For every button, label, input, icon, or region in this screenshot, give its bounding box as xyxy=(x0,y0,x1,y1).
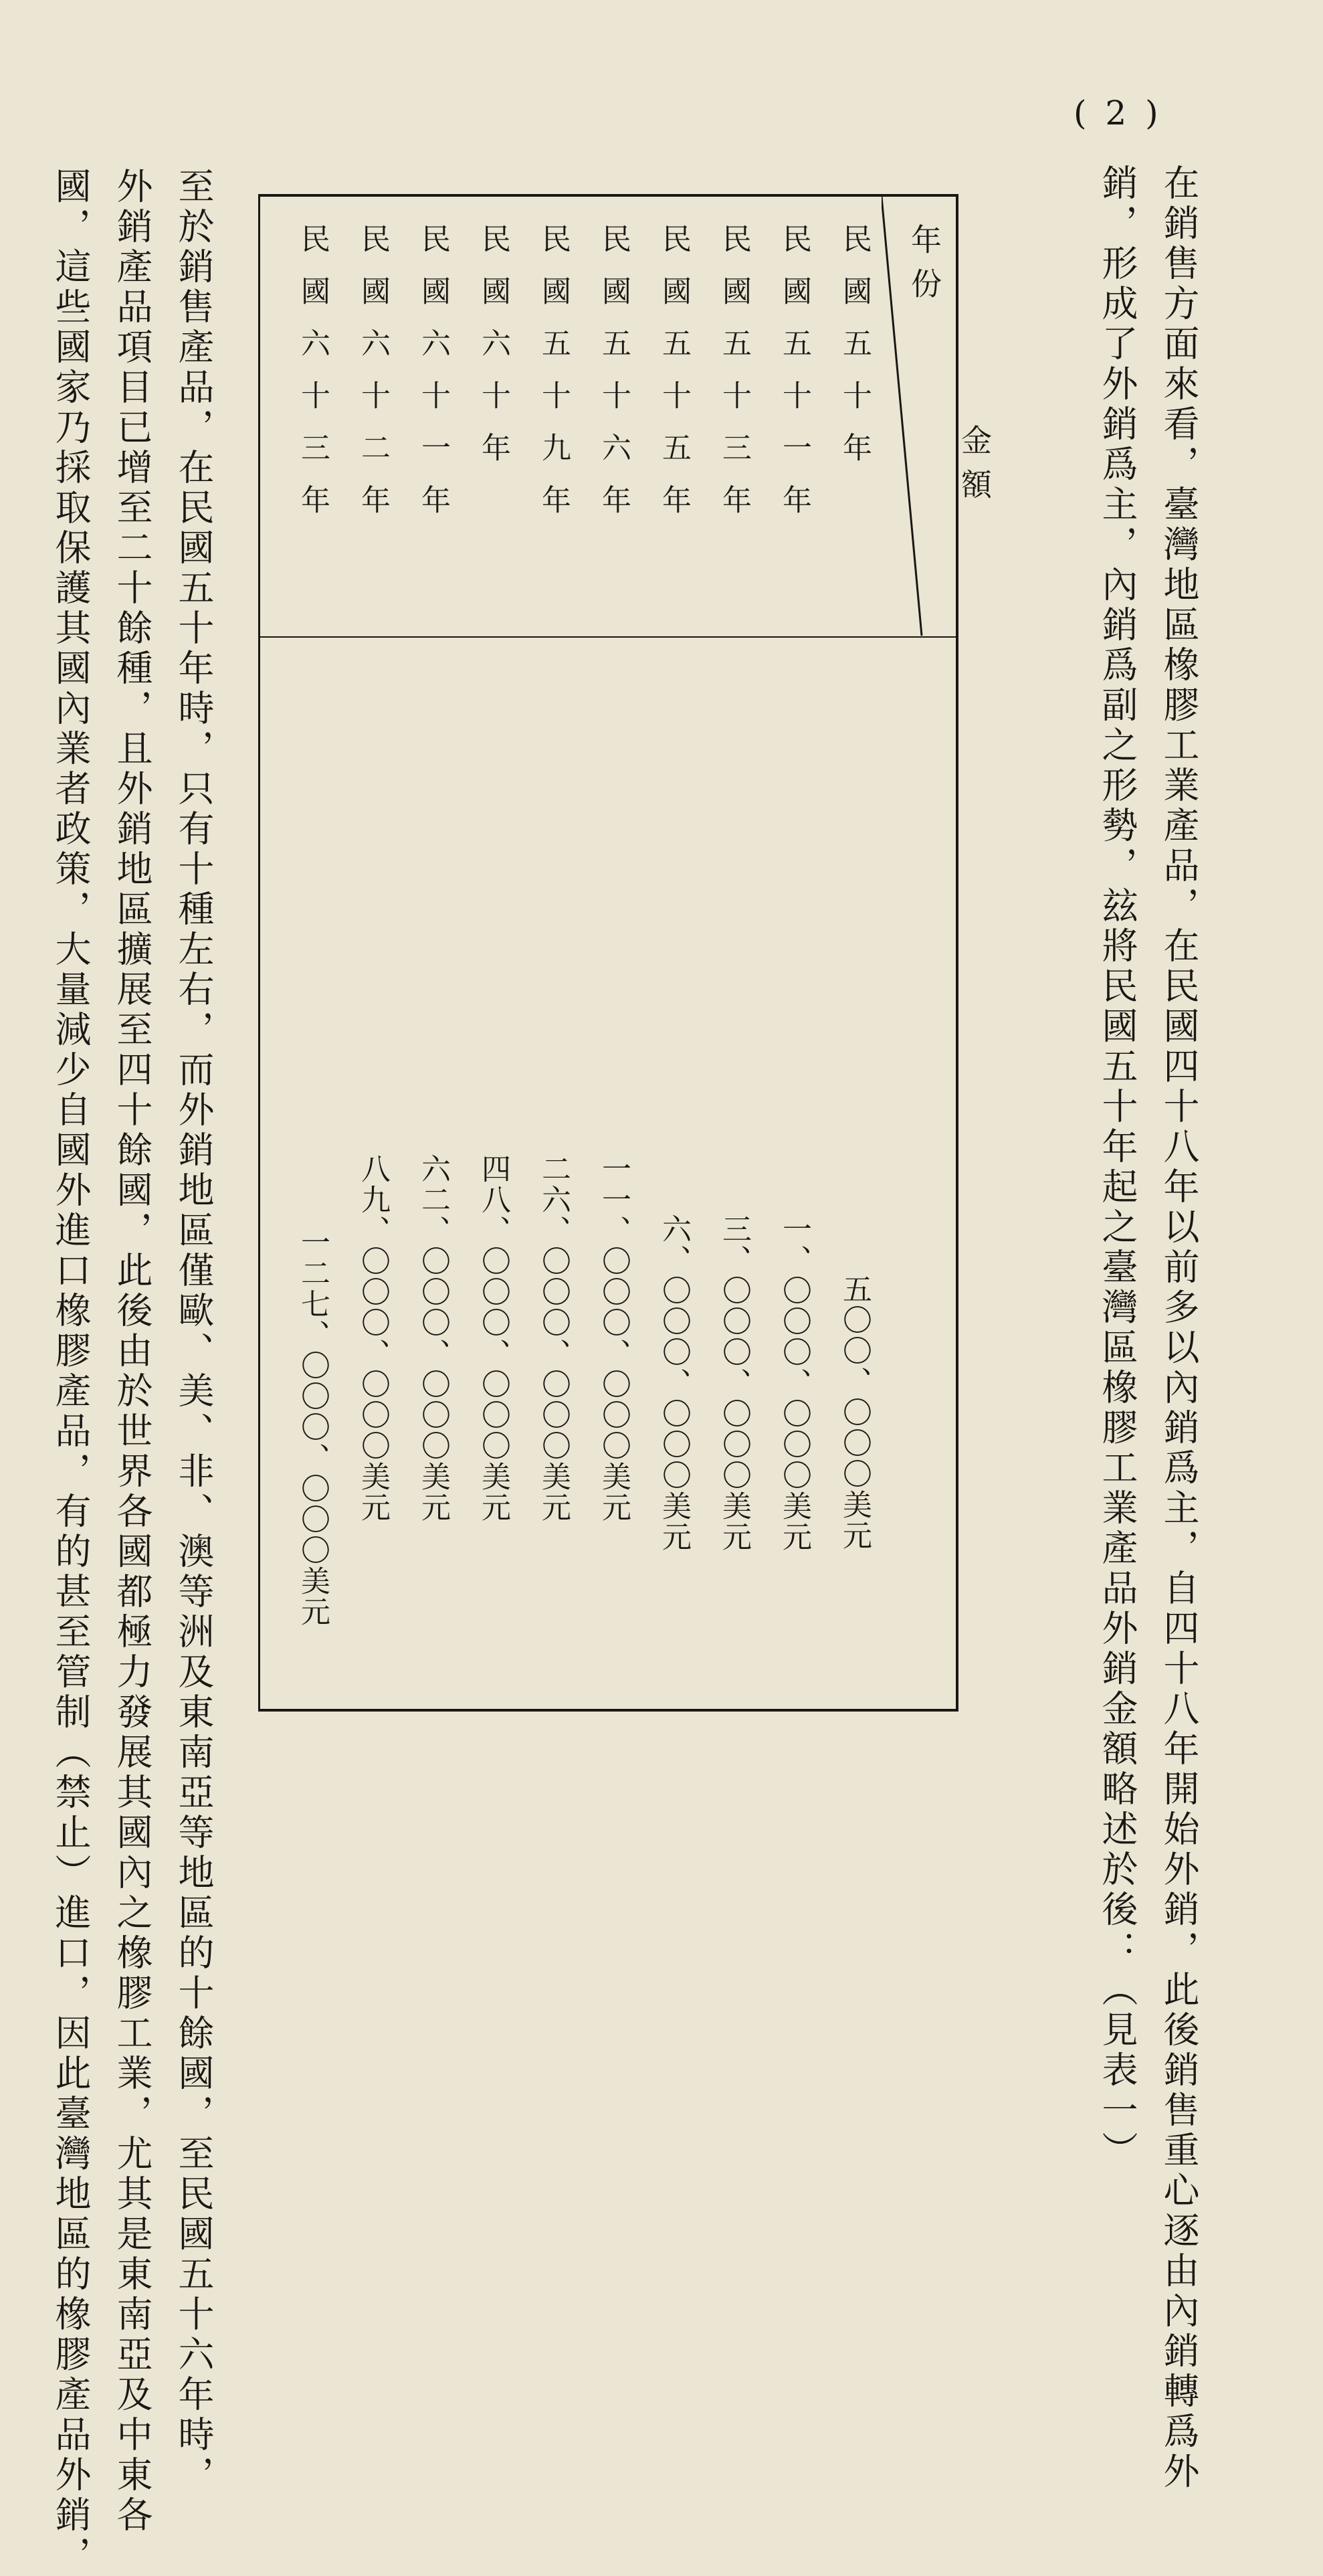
amount-cell: 八九、〇〇〇、〇〇〇美元 xyxy=(356,1154,390,1523)
body-paragraph xyxy=(23,167,224,2576)
year-cell: 民國五十五年 xyxy=(657,223,691,537)
table-row xyxy=(402,197,464,1714)
year-cell: 民國五十三年 xyxy=(717,223,751,537)
table-row xyxy=(522,197,584,1714)
table-row xyxy=(583,197,644,1714)
body-line-1: 至於銷售產品，在民國五十年時，只有十種左右，而外銷地區僅歐、美、非、澳等洲及東南亞等地區的十餘國，至民國五十六年時， xyxy=(173,167,215,2496)
amount-cell: 一一、〇〇〇、〇〇〇美元 xyxy=(597,1154,631,1523)
body-line-3: 國，這些國家乃採取保護其國內業者政策，大量減少自國外進口橡膠產品，有的甚至管制（禁止）進口，因此臺灣地區的橡膠產品外銷， xyxy=(49,167,92,2576)
amount-cell: 四八、〇〇〇、〇〇〇美元 xyxy=(476,1154,510,1523)
table-row xyxy=(643,197,704,1714)
intro-line-2: 銷，形成了外銷爲主，內銷爲副之形勢，玆將民國五十年起之臺灣區橡膠工業產品外銷金額略述於後：（見表一） xyxy=(1096,164,1138,2171)
year-cell: 民國六十年 xyxy=(476,223,510,484)
amount-cell: 六二、〇〇〇、〇〇〇美元 xyxy=(416,1154,450,1523)
amount-cell: 一二七、〇〇〇、〇〇〇美元 xyxy=(296,1227,330,1627)
year-cell: 民國六十二年 xyxy=(356,223,390,537)
year-cell: 民國五十年 xyxy=(837,223,872,484)
year-cell: 民國五十九年 xyxy=(536,223,571,537)
intro-line-1: 在銷售方面來看，臺灣地區橡膠工業產品，在民國四十八年以前多以內銷爲主，自四十八年開始外銷，此後銷售重心逐由內銷轉爲外 xyxy=(1158,164,1200,2492)
year-cell: 民國六十三年 xyxy=(296,223,330,537)
amount-cell: 五〇〇、〇〇〇美元 xyxy=(837,1274,872,1551)
year-cell: 民國六十一年 xyxy=(416,223,450,537)
table-row xyxy=(462,197,524,1714)
export-table xyxy=(258,194,993,1712)
table-row xyxy=(823,197,885,1714)
amount-cell: 一、〇〇〇、〇〇〇美元 xyxy=(777,1214,811,1552)
page-number: ( 2 ) xyxy=(1074,94,1162,132)
body-line-2: 外銷產品項目已增至二十餘種，且外銷地區擴展至四十餘國，此後由於世界各國都極力發展其國內之橡膠工業，尤其是東南亞及中東各 xyxy=(111,167,153,2536)
year-cell: 民國五十一年 xyxy=(777,223,811,537)
table-row xyxy=(703,197,765,1714)
intro-paragraph xyxy=(1082,164,1209,2492)
table-row xyxy=(342,197,403,1714)
table-row xyxy=(763,197,825,1714)
amount-cell: 六、〇〇〇、〇〇〇美元 xyxy=(657,1214,691,1552)
amount-cell: 二六、〇〇〇、〇〇〇美元 xyxy=(536,1154,571,1523)
table-row xyxy=(282,197,343,1714)
year-cell: 民國五十六年 xyxy=(597,223,631,537)
amount-cell: 三、〇〇〇、〇〇〇美元 xyxy=(717,1214,751,1552)
header-year: 年份 xyxy=(906,223,942,312)
header-amount: 金額 xyxy=(956,424,993,513)
